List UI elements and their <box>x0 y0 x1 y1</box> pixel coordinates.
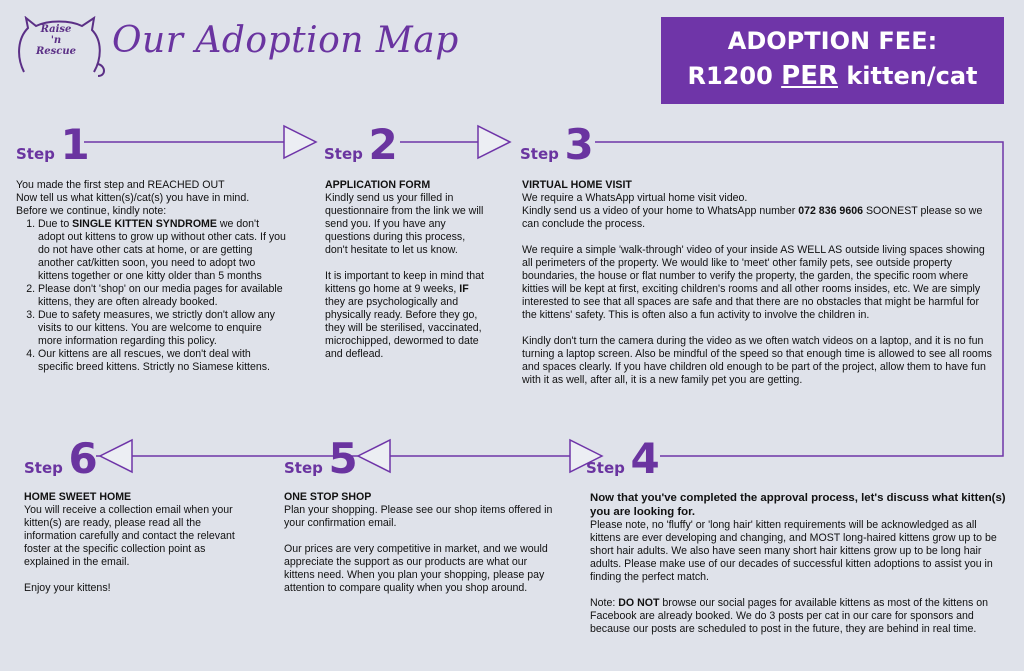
fee-per: PER <box>781 61 838 91</box>
step-6-label: Step 6 <box>24 434 98 483</box>
logo-line-3: Rescue <box>35 46 77 57</box>
step-2-content: APPLICATION FORM Kindly send us your filled in questionnaire from the link we will send you. If you have any questions during this process, don't hesitate to let us know. It is important to keep in mind that kittens go home at 9 weeks, IF they are psychologically and physically ready. Before they go, they will be sterilised, vaccinated, microchipped, dewormed to date and deflead. <box>325 179 484 360</box>
arrow-left-icon <box>100 440 132 472</box>
step-2-label: Step 2 <box>324 120 398 169</box>
step-2-heading: APPLICATION FORM <box>325 179 431 191</box>
step-4-label: Step 4 <box>586 434 660 483</box>
step-1-content: You made the first step and REACHED OUT Now tell us what kitten(s)/cat(s) you have in mind. Before we continue, kindly note: 1. Due to SINGLE KITTEN SYNDROME we don't adopt out kittens to grow up without other cats. If you do not have other cats at home, or are getting another cat/kitten soon, you need to adopt two kittens together or one kitty older than 5 months 2. Please don't 'shop' on our media pages for available kittens, they are often already booked. 3. Due to safety measures, we strictly don't allow any visits to our kittens. You are welcome to enquire more information regarding this policy. 4. Our kittens are all rescues, we don't deal with specific breed kittens. Strictly no Siamese kittens. <box>16 179 286 374</box>
step-number: 2 <box>368 120 398 169</box>
list-item: 2. Please don't 'shop' on our media pages for available kittens, they are often already booked. <box>38 283 286 309</box>
arrow-left-icon <box>358 440 390 472</box>
step-1-list <box>16 218 286 374</box>
step-number: 4 <box>630 434 660 483</box>
step-6-content: HOME SWEET HOME You will receive a collection email when your kitten(s) are ready, please read all the information carefully and contact the relevant foster at the specific collection point as explained in the email. Enjoy your kittens! <box>24 491 250 595</box>
step-5-content: ONE STOP SHOP Plan your shopping. Please see our shop items offered in your confirmation email. Our prices are very competitive in market, and we would appreciate the support as our products are what our kittens need. When you plan your shopping, please pay attention to compare quality when you shop around. <box>284 491 553 594</box>
step-3-content: VIRTUAL HOME VISIT We require a WhatsApp virtual home visit video. Kindly send us a video of your home to WhatsApp number 072 836 9606 SOONEST please so we can conclude the process. We require a simple 'walk-through' video of your inside AS WELL AS outside living spaces showing all perimeters of the property. We would like to 'meet' other family pets, see outside property boundaries, the house or flat number to verify the property, the garden, the specific room where kitties will be kept at first, exciting children's rooms and all other rooms insides, etc. We are simply interested to see that all spaces are safe and that there are no obstacles that might be harmful for the kittens' safety. This is often also a fun activity to involve the children in. Kindly don't turn the camera during the video as we often watch videos on a laptop, and it is no fun turning a laptop screen. Also be mindful of the speed so that enough time is allowed to see all rooms and spaces clearly. If you have children old enough to be part of the project, allow them to have fun with it as well, after all, it is a new family pet you are getting. <box>522 179 994 387</box>
phone-number: 072 836 9606 <box>798 205 863 217</box>
fee-heading: ADOPTION FEE: <box>727 27 938 55</box>
list-item: 1. Due to SINGLE KITTEN SYNDROME we don't adopt out kittens to grow up without other cats. If you do not have other cats at home, or are getting another cat/kitten soon, you need to adopt two kittens together or one kitty older than 5 months <box>38 218 286 283</box>
fee-unit: kitten/cat <box>846 62 978 90</box>
step-number: 1 <box>60 120 90 169</box>
page-title: Our Adoption Map <box>112 20 459 61</box>
step-number: 6 <box>68 434 98 483</box>
list-item: 3. Due to safety measures, we strictly don't allow any visits to our kittens. You are welcome to enquire more information regarding this policy. <box>38 309 286 348</box>
step-number: 5 <box>328 434 358 483</box>
step-1-label: Step 1 <box>16 120 90 169</box>
logo-line-1: Raise <box>40 24 72 35</box>
step-6-heading: HOME SWEET HOME <box>24 491 132 503</box>
step-5-heading: ONE STOP SHOP <box>284 491 372 503</box>
arrow-right-icon <box>478 126 510 158</box>
step-3-heading: VIRTUAL HOME VISIT <box>522 179 632 191</box>
step-5-label: Step 5 <box>284 434 358 483</box>
step-4-heading: Now that you've completed the approval process, let's discuss what kitten(s) you are looking for. <box>590 492 1006 518</box>
list-item: 4. Our kittens are all rescues, we don't deal with specific breed kittens. Strictly no Siamese kittens. <box>38 348 286 374</box>
logo-line-2: 'n <box>50 35 62 46</box>
arrow-right-icon <box>284 126 316 158</box>
step-number: 3 <box>564 120 594 169</box>
step-4-content: Now that you've completed the approval process, let's discuss what kitten(s) you are looking for. Please note, no 'fluffy' or 'long hair' kitten requirements will be acknowledged as all kittens are ever developing and changing, and MOST long-haired kittens grow up to be short hair adults. We also have seen many short hair kittens grow up to be long hair adults. Please make use of our decades of successful kitten adoptions to assist you in finding the perfect match. Note: DO NOT browse our social pages for available kittens as most of the kittens on Facebook are already booked. We do 3 posts per cat in our care for sponsors and because our posts are scheduled to post in the future, they are behind in real time. <box>590 491 1008 636</box>
step-3-label: Step 3 <box>520 120 594 169</box>
fee-amount: R1200 <box>687 62 773 90</box>
